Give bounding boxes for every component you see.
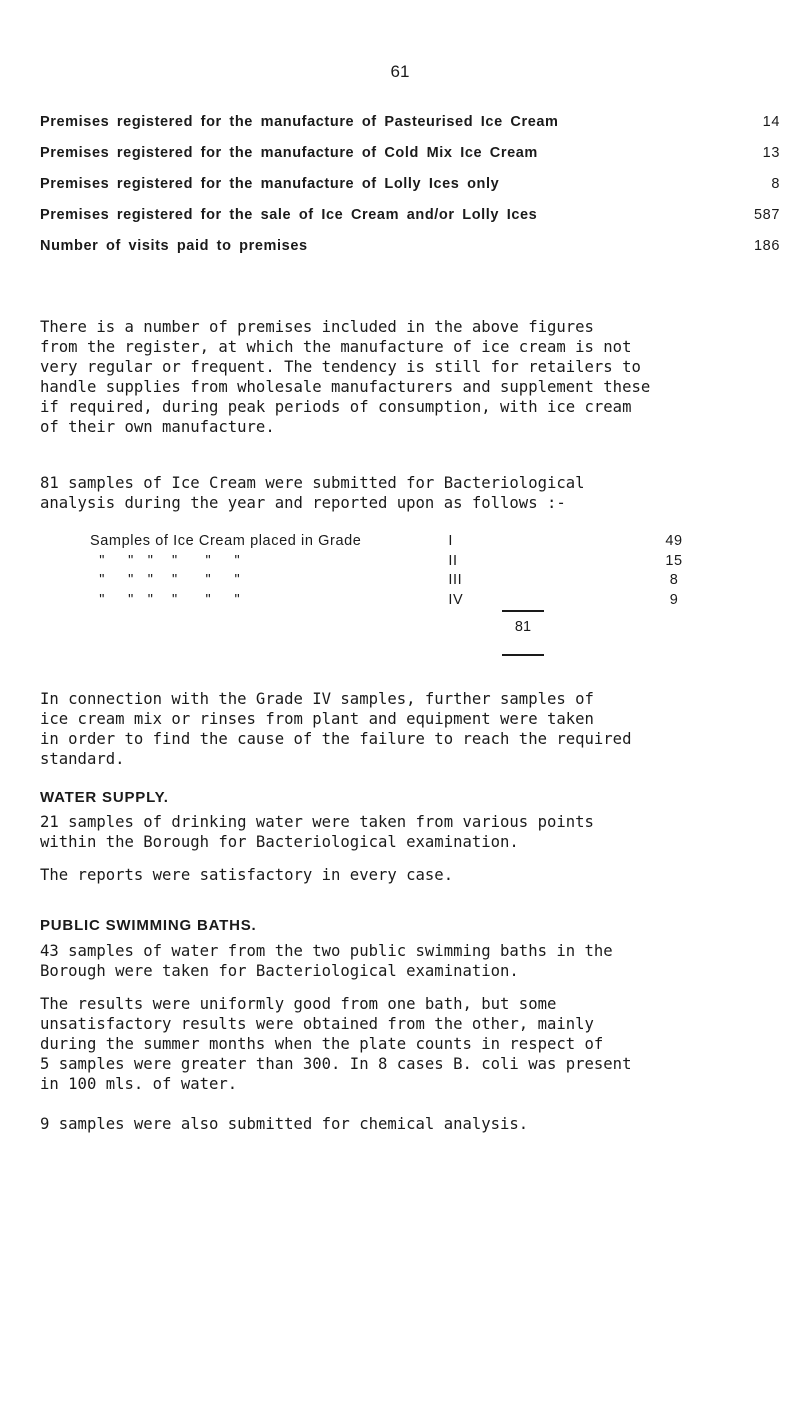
grade-count: 8	[669, 572, 679, 588]
registration-label: Number of visits paid to premises	[40, 238, 308, 254]
paragraph-water-reports: The reports were satisfactory in every case.	[40, 866, 454, 884]
grade-table	[90, 533, 690, 611]
grade-label: " " " " " "	[90, 552, 255, 569]
grade-numeral: IV	[448, 591, 464, 608]
registration-value: 186	[754, 238, 780, 254]
registration-label: Premises registered for the manufacture of Lolly Ices only	[40, 176, 500, 192]
grade-count: 9	[669, 591, 679, 608]
grade-count: 49	[665, 533, 683, 549]
registration-row	[40, 176, 780, 207]
paragraph-samples: 81 samples of Ice Cream were submitted for Bacteriological analysis during the year and reported upon as follows :-	[40, 474, 585, 512]
grade-row	[90, 592, 690, 612]
grade-row	[90, 572, 690, 592]
grade-count: 15	[665, 552, 683, 569]
water-supply-heading: WATER SUPPLY.	[40, 789, 169, 806]
paragraph-water-samples: 21 samples of drinking water were taken from various points within the Borough for Bacteriological examination.	[40, 813, 594, 851]
paragraph-chemical-analysis: 9 samples were also submitted for chemical analysis.	[40, 1115, 529, 1133]
registration-value: 8	[771, 176, 780, 192]
paragraph-baths-results: The results were uniformly good from one bath, but some unsatisfactory results were obtained from the other, mainly during the summer months when the plate counts in respect of 5 samples were greater than 300. In 8 cases B. coli was present in 100 mls. of water.	[40, 995, 632, 1093]
registration-value: 13	[762, 145, 780, 161]
grade-row	[90, 553, 690, 573]
grade-row	[90, 533, 690, 553]
registration-row	[40, 145, 780, 176]
grade-numeral: I	[448, 533, 453, 549]
paragraph-baths-samples: 43 samples of water from the two public swimming baths in the Borough were taken for Bacteriological examination.	[40, 942, 613, 980]
registration-row	[40, 238, 780, 269]
paragraph-premises: There is a number of premises included in the above figures from the register, at which the manufacture of ice cream is not very regular or frequent. The tendency is still for retailers to handle supplies from wholesale manufacturers and supplement these if required, during peak periods of consumption, with ice cream of their own manufacture.	[40, 318, 651, 436]
grade-numeral: III	[448, 572, 463, 588]
total-rule	[502, 610, 544, 612]
page-number: 61	[390, 62, 410, 81]
registration-label: Premises registered for the manufacture of Pasteurised Ice Cream	[40, 114, 559, 130]
registration-row	[40, 114, 780, 145]
grade-label: " " " " " "	[90, 572, 255, 588]
paragraph-grade-iv: In connection with the Grade IV samples, further samples of ice cream mix or rinses from plant and equipment were taken in order to find the cause of the failure to reach the required standard.	[40, 690, 632, 768]
total-double-rule	[502, 654, 544, 656]
registration-value: 14	[762, 114, 780, 130]
swimming-baths-heading: PUBLIC SWIMMING BATHS.	[40, 917, 257, 934]
registration-value: 587	[754, 207, 780, 223]
grade-total: 81	[514, 619, 532, 635]
registration-label: Premises registered for the sale of Ice Cream and/or Lolly Ices	[40, 207, 538, 223]
grade-label: " " " " " "	[90, 591, 255, 608]
registration-row	[40, 207, 780, 238]
registration-label: Premises registered for the manufacture of Cold Mix Ice Cream	[40, 145, 538, 161]
registration-table	[40, 114, 780, 269]
grade-numeral: II	[448, 552, 458, 569]
grade-label: Samples of Ice Cream placed in Grade	[90, 533, 362, 549]
